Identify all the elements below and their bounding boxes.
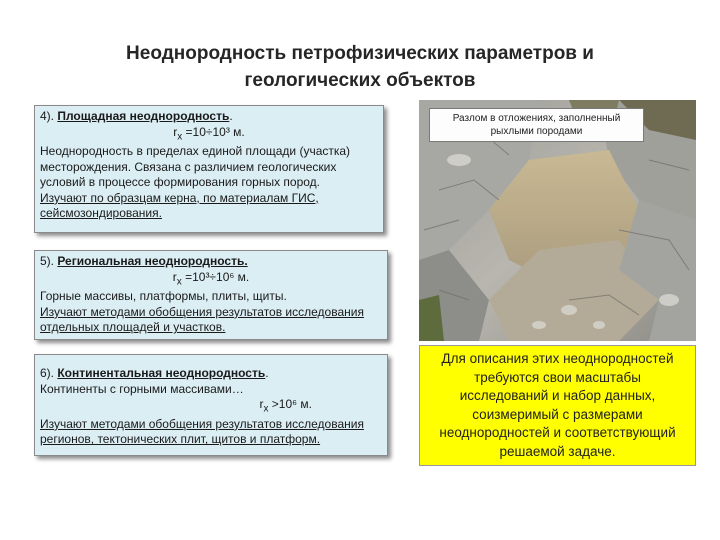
box6-text-line: Континенты с горными массивами… <box>40 381 244 396</box>
box4-formula-sub: x <box>177 130 183 142</box>
box5-text-line: Изучают методами обобщения результатов исследования <box>40 304 364 319</box>
box4-formula-r: r <box>173 124 178 139</box>
title-line-1: Неоднородность петрофизических параметров и <box>126 43 594 64</box>
photo-caption <box>429 108 644 142</box>
box6-number: 6). <box>40 366 58 380</box>
box6-text-line: Изучают методами обобщения результатов исследования <box>40 416 364 431</box>
note-line: исследований и набор данных, <box>459 388 656 403</box>
fault-photo <box>419 100 696 341</box>
note-line: соизмеримый с размерами <box>472 406 643 422</box>
box5-formula-sub: x <box>176 275 182 287</box>
box4-text-line: Неоднородность в пределах единой площади (участка) <box>40 144 351 159</box>
photo-caption-line: Разлом в отложениях, заполненный <box>452 113 621 124</box>
box5-heading: Региональная неоднородность. <box>57 254 248 268</box>
box4-text-line: Изучают по образцам керна, по материалам ГИС, <box>40 190 319 205</box>
photo-caption-line: рыхлыми породами <box>490 126 583 137</box>
box5-text-line: Горные массивы, платформы, плиты, щиты. <box>40 289 287 304</box>
box5-number: 5). <box>40 254 58 268</box>
box4-heading: Площадная неоднородность <box>57 109 230 123</box>
continental-heterogeneity-box <box>34 354 388 456</box>
box6-text-line: регионов, тектонических плит, щитов и платформ. <box>40 432 321 447</box>
box4-formula-rest: =10÷10³ м. <box>182 124 245 139</box>
slide-title <box>60 40 660 94</box>
box5-formula-r: r <box>172 269 177 284</box>
box6-formula-sub: x <box>263 403 269 415</box>
box6-formula-r: r <box>259 397 264 411</box>
box4-text-line: сейсмозондирования. <box>40 206 162 221</box>
box5-formula-rest: =10³÷10⁶ м. <box>181 269 250 284</box>
conclusion-note <box>419 345 696 466</box>
note-line: Для описания этих неоднородностей <box>441 351 674 366</box>
box6-heading-end: . <box>265 366 269 380</box>
box5-formula <box>40 270 382 290</box>
regional-heterogeneity-box <box>34 250 388 340</box>
areal-heterogeneity-box <box>34 105 384 233</box>
box5-text-line: отдельных площадей и участков. <box>40 320 226 335</box>
box4-formula <box>40 125 378 145</box>
box6-heading: Континентальная неоднородность <box>57 366 266 380</box>
box4-heading-end: . <box>229 109 233 123</box>
note-line: требуются свои масштабы <box>474 369 641 385</box>
box4-number: 4). <box>40 109 58 123</box>
note-line: решаемой задаче. <box>499 443 616 459</box>
box6-formula-rest: >10⁶ м. <box>268 397 312 411</box>
box4-text-line: условий в процессе формирования горных пород. <box>40 175 321 190</box>
note-line: неоднородностей и соответствующий <box>439 425 676 440</box>
box4-text-line: месторождения. Связана с различием геологических <box>40 159 337 174</box>
title-line-2: геологических объектов <box>244 70 476 91</box>
box6-formula <box>40 397 382 417</box>
